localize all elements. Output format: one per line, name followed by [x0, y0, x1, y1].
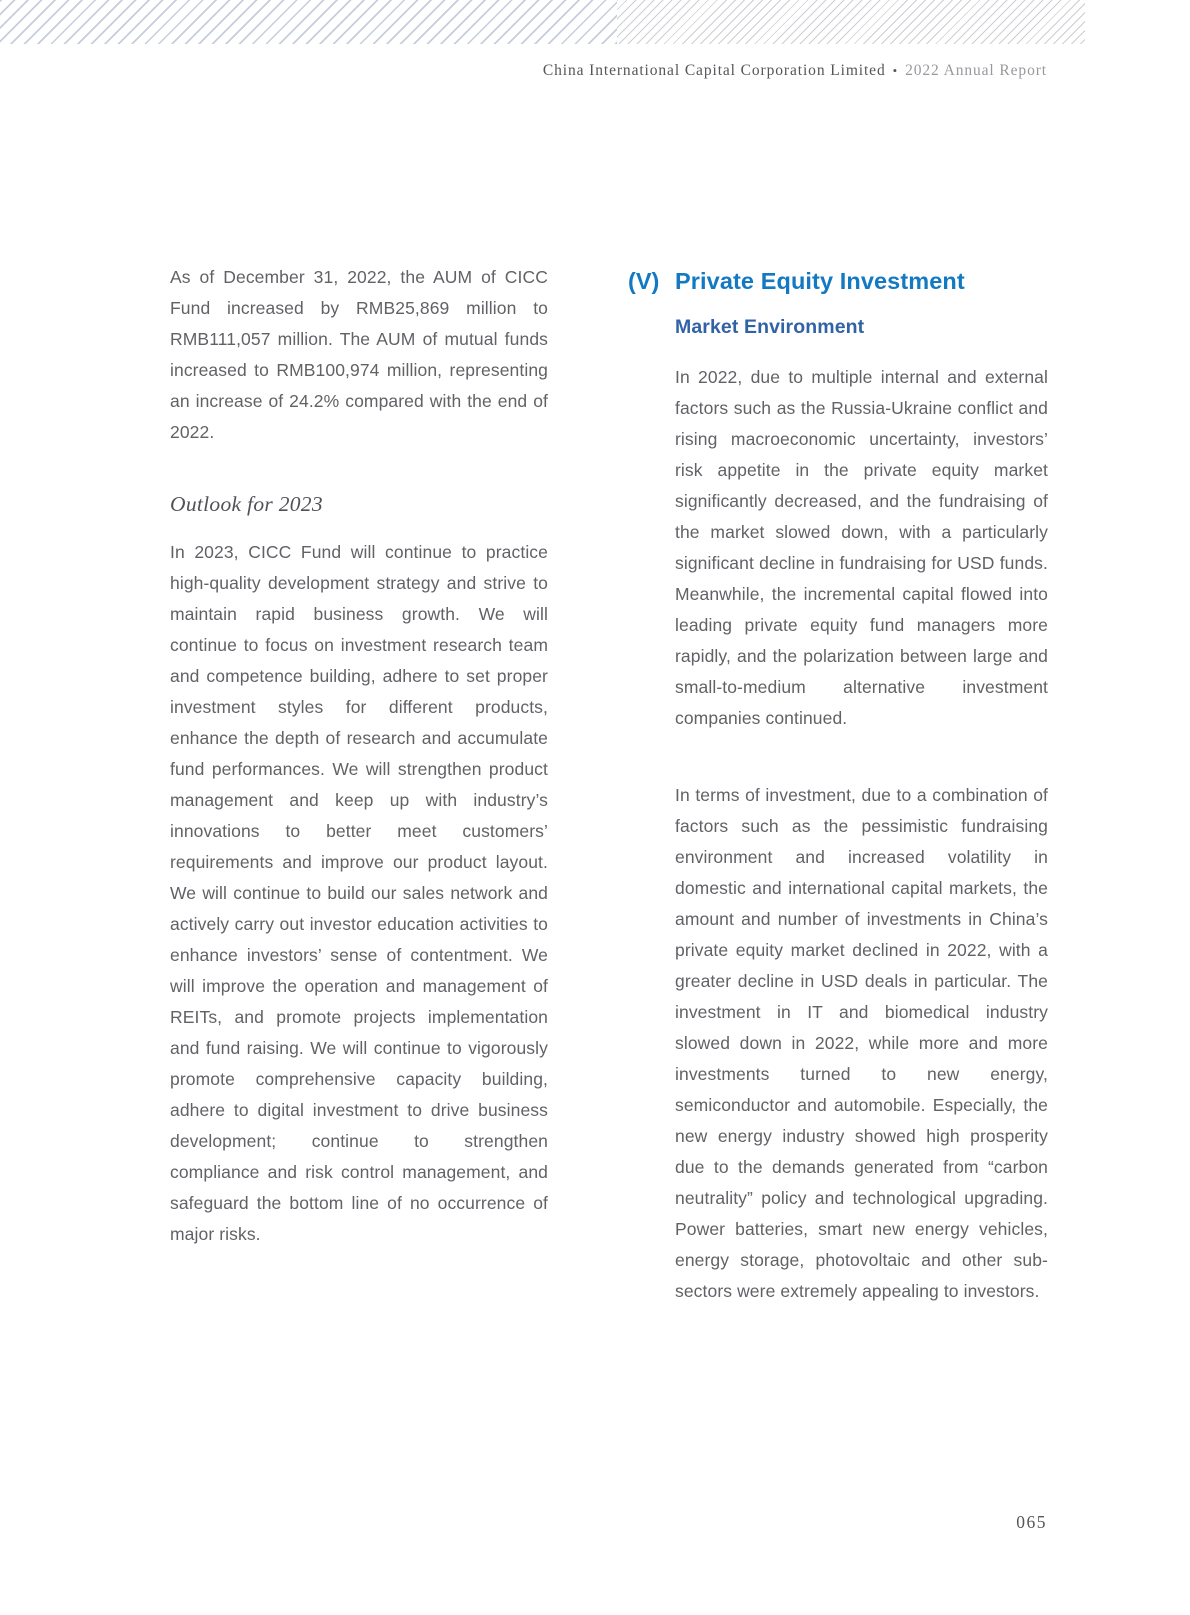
left-column [170, 262, 548, 1250]
bullet-separator-icon: • [892, 63, 899, 78]
aum-paragraph: As of December 31, 2022, the AUM of CICC Fund increased by RMB25,869 million to RMB111,057 million. The AUM of mutual funds increased to RMB100,974 million, representing an increase of 24.2% compared with the end of 2022. [170, 267, 548, 442]
running-head [543, 62, 1047, 80]
hatch-pattern-coarse [0, 0, 617, 44]
market-environment-paragraph-1: In 2022, due to multiple internal and external factors such as the Russia-Ukraine conflict and rising macroeconomic uncertainty, investors’ risk appetite in the private equity market significantly decreased, and the fundraising of the market slowed down, with a particularly significant decline in fundraising for USD funds. Meanwhile, the incremental capital flowed into leading private equity fund managers more rapidly, and the polarization between large and small-to-medium alternative investment companies continued. [675, 367, 1048, 728]
hatch-pattern-fine [617, 0, 1085, 44]
outlook-paragraph: In 2023, CICC Fund will continue to practice high-quality development strategy and strive to maintain rapid business growth. We will continue to focus on investment research team and competence building, adhere to set proper investment styles for different products, enhance the depth of research and accumulate fund performances. We will strengthen product management and keep up with industry’s innovations to better meet customers’ requirements and improve our product layout. We will continue to build our sales network and actively carry out investor education activities to enhance investors’ sense of contentment. We will improve the operation and management of REITs, and promote projects implementation and fund raising. We will continue to vigorously promote comprehensive capacity building, adhere to digital investment to drive business development; continue to strengthen compliance and risk control management, and safeguard the bottom line of no occurrence of major risks. [170, 542, 548, 1244]
section-title: Private Equity Investment [675, 268, 965, 294]
running-head-company: China International Capital Corporation Limited [542, 62, 886, 79]
subsection-heading: Market Environment [675, 316, 865, 338]
section-heading [628, 268, 1048, 295]
outlook-heading: Outlook for 2023 [170, 492, 323, 516]
running-head-report-title: 2022 Annual Report [905, 62, 1047, 79]
right-column [628, 268, 1048, 1307]
page-number: 065 [1016, 1512, 1047, 1532]
section-number: (V) [628, 268, 660, 294]
market-environment-paragraph-2: In terms of investment, due to a combination of factors such as the pessimistic fundraising environment and increased volatility in domestic and international capital markets, the amount and number of investments in China’s private equity market declined in 2022, with a greater decline in USD deals in particular. The investment in IT and biomedical industry slowed down in 2022, while more and more investments turned to new energy, semiconductor and automobile. Especially, the new energy industry showed high prosperity due to the demands generated from “carbon neutrality” policy and technological upgrading. Power batteries, smart new energy vehicles, energy storage, photovoltaic and other sub-sectors were extremely appealing to investors. [675, 785, 1048, 1301]
top-hatch-decoration [0, 0, 1085, 44]
